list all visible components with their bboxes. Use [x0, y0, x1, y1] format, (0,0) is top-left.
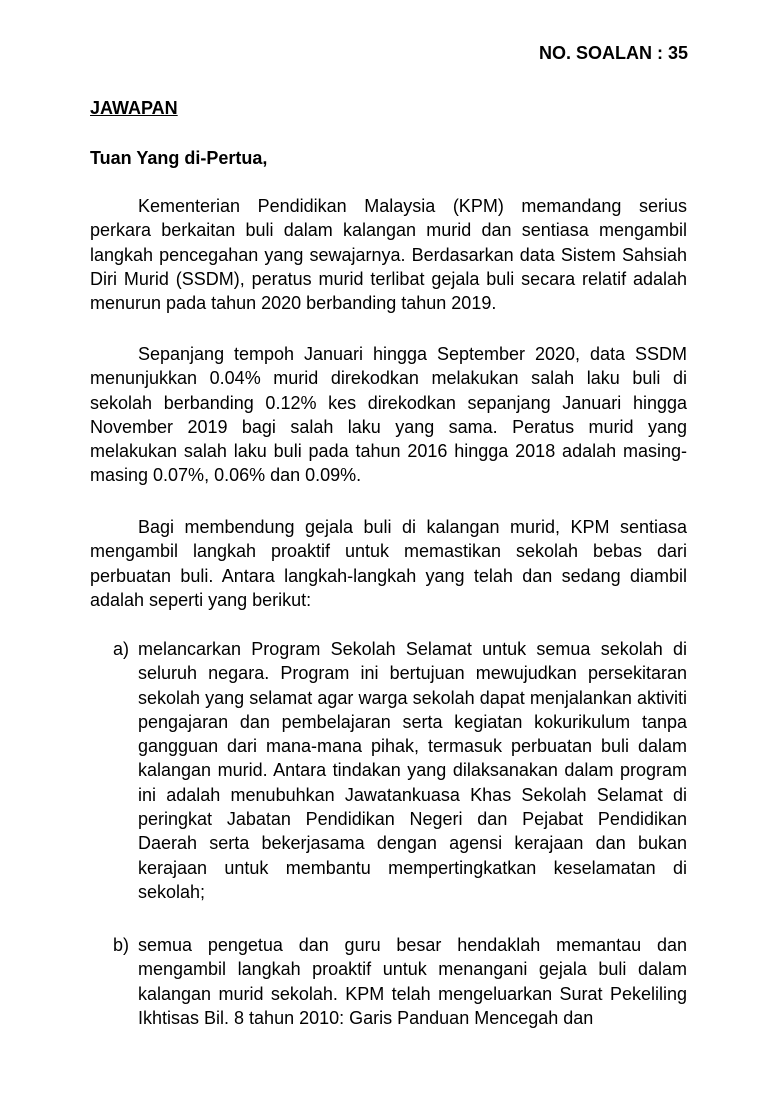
question-number: NO. SOALAN : 35 — [538, 43, 688, 63]
list-marker: a) — [113, 639, 130, 659]
list-item-text: semua pengetua dan guru besar hendaklah memantau dan mengambil langkah proaktif untuk menangani gejala buli dalam kalangan murid sekolah. KPM telah mengeluarkan Surat Pekeliling Ikhtisas Bil. 8 tahun 2010: Garis Panduan Mencegah dan — [138, 935, 687, 1028]
answer-heading: JAWAPAN — [90, 98, 178, 118]
list-marker: b) — [113, 935, 130, 955]
paragraph-2: Sepanjang tempoh Januari hingga September 2020, data SSDM menunjukkan 0.04% murid direkodkan melakukan salah laku buli di sekolah berbanding 0.12% kes direkodkan sepanjang Januari hingga November 2019 bagi salah laku yang sama. Peratus murid yang melakukan salah laku buli pada tahun 2016 hingga 2018 adalah masing-masing 0.07%, 0.06% dan 0.09%. — [90, 344, 687, 486]
paragraph-3: Bagi membendung gejala buli di kalangan murid, KPM sentiasa mengambil langkah proaktif untuk memastikan sekolah bebas dari perbuatan buli. Antara langkah-langkah yang telah dan sedang diambil adalah seperti yang berikut: — [90, 517, 687, 610]
list-item-b — [113, 933, 687, 1030]
list-item-a — [113, 637, 687, 904]
list-item-text: melancarkan Program Sekolah Selamat untuk semua sekolah di seluruh negara. Program ini bertujuan mewujudkan persekitaran sekolah yang selamat agar warga sekolah dapat menjalankan aktiviti pengajaran dan pembelajaran serta kegiatan kokurikulum tanpa gangguan dari mana-mana pihak, termasuk perbuatan buli dalam kalangan murid. Antara tindakan yang dilaksanakan dalam program ini adalah menubuhkan Jawatankuasa Khas Sekolah Selamat di peringkat Jabatan Pendidikan Negeri dan Pejabat Pendidikan Daerah serta bekerjasama dengan agensi kerajaan dan bukan kerajaan untuk membantu mempertingkatkan keselamatan di sekolah; — [138, 639, 687, 902]
salutation: Tuan Yang di-Pertua, — [90, 148, 268, 168]
paragraph-1: Kementerian Pendidikan Malaysia (KPM) memandang serius perkara berkaitan buli dalam kalangan murid dan sentiasa mengambil langkah pencegahan yang sewajarnya. Berdasarkan data Sistem Sahsiah Diri Murid (SSDM), peratus murid terlibat gejala buli secara relatif adalah menurun pada tahun 2020 berbanding tahun 2019. — [90, 196, 687, 314]
